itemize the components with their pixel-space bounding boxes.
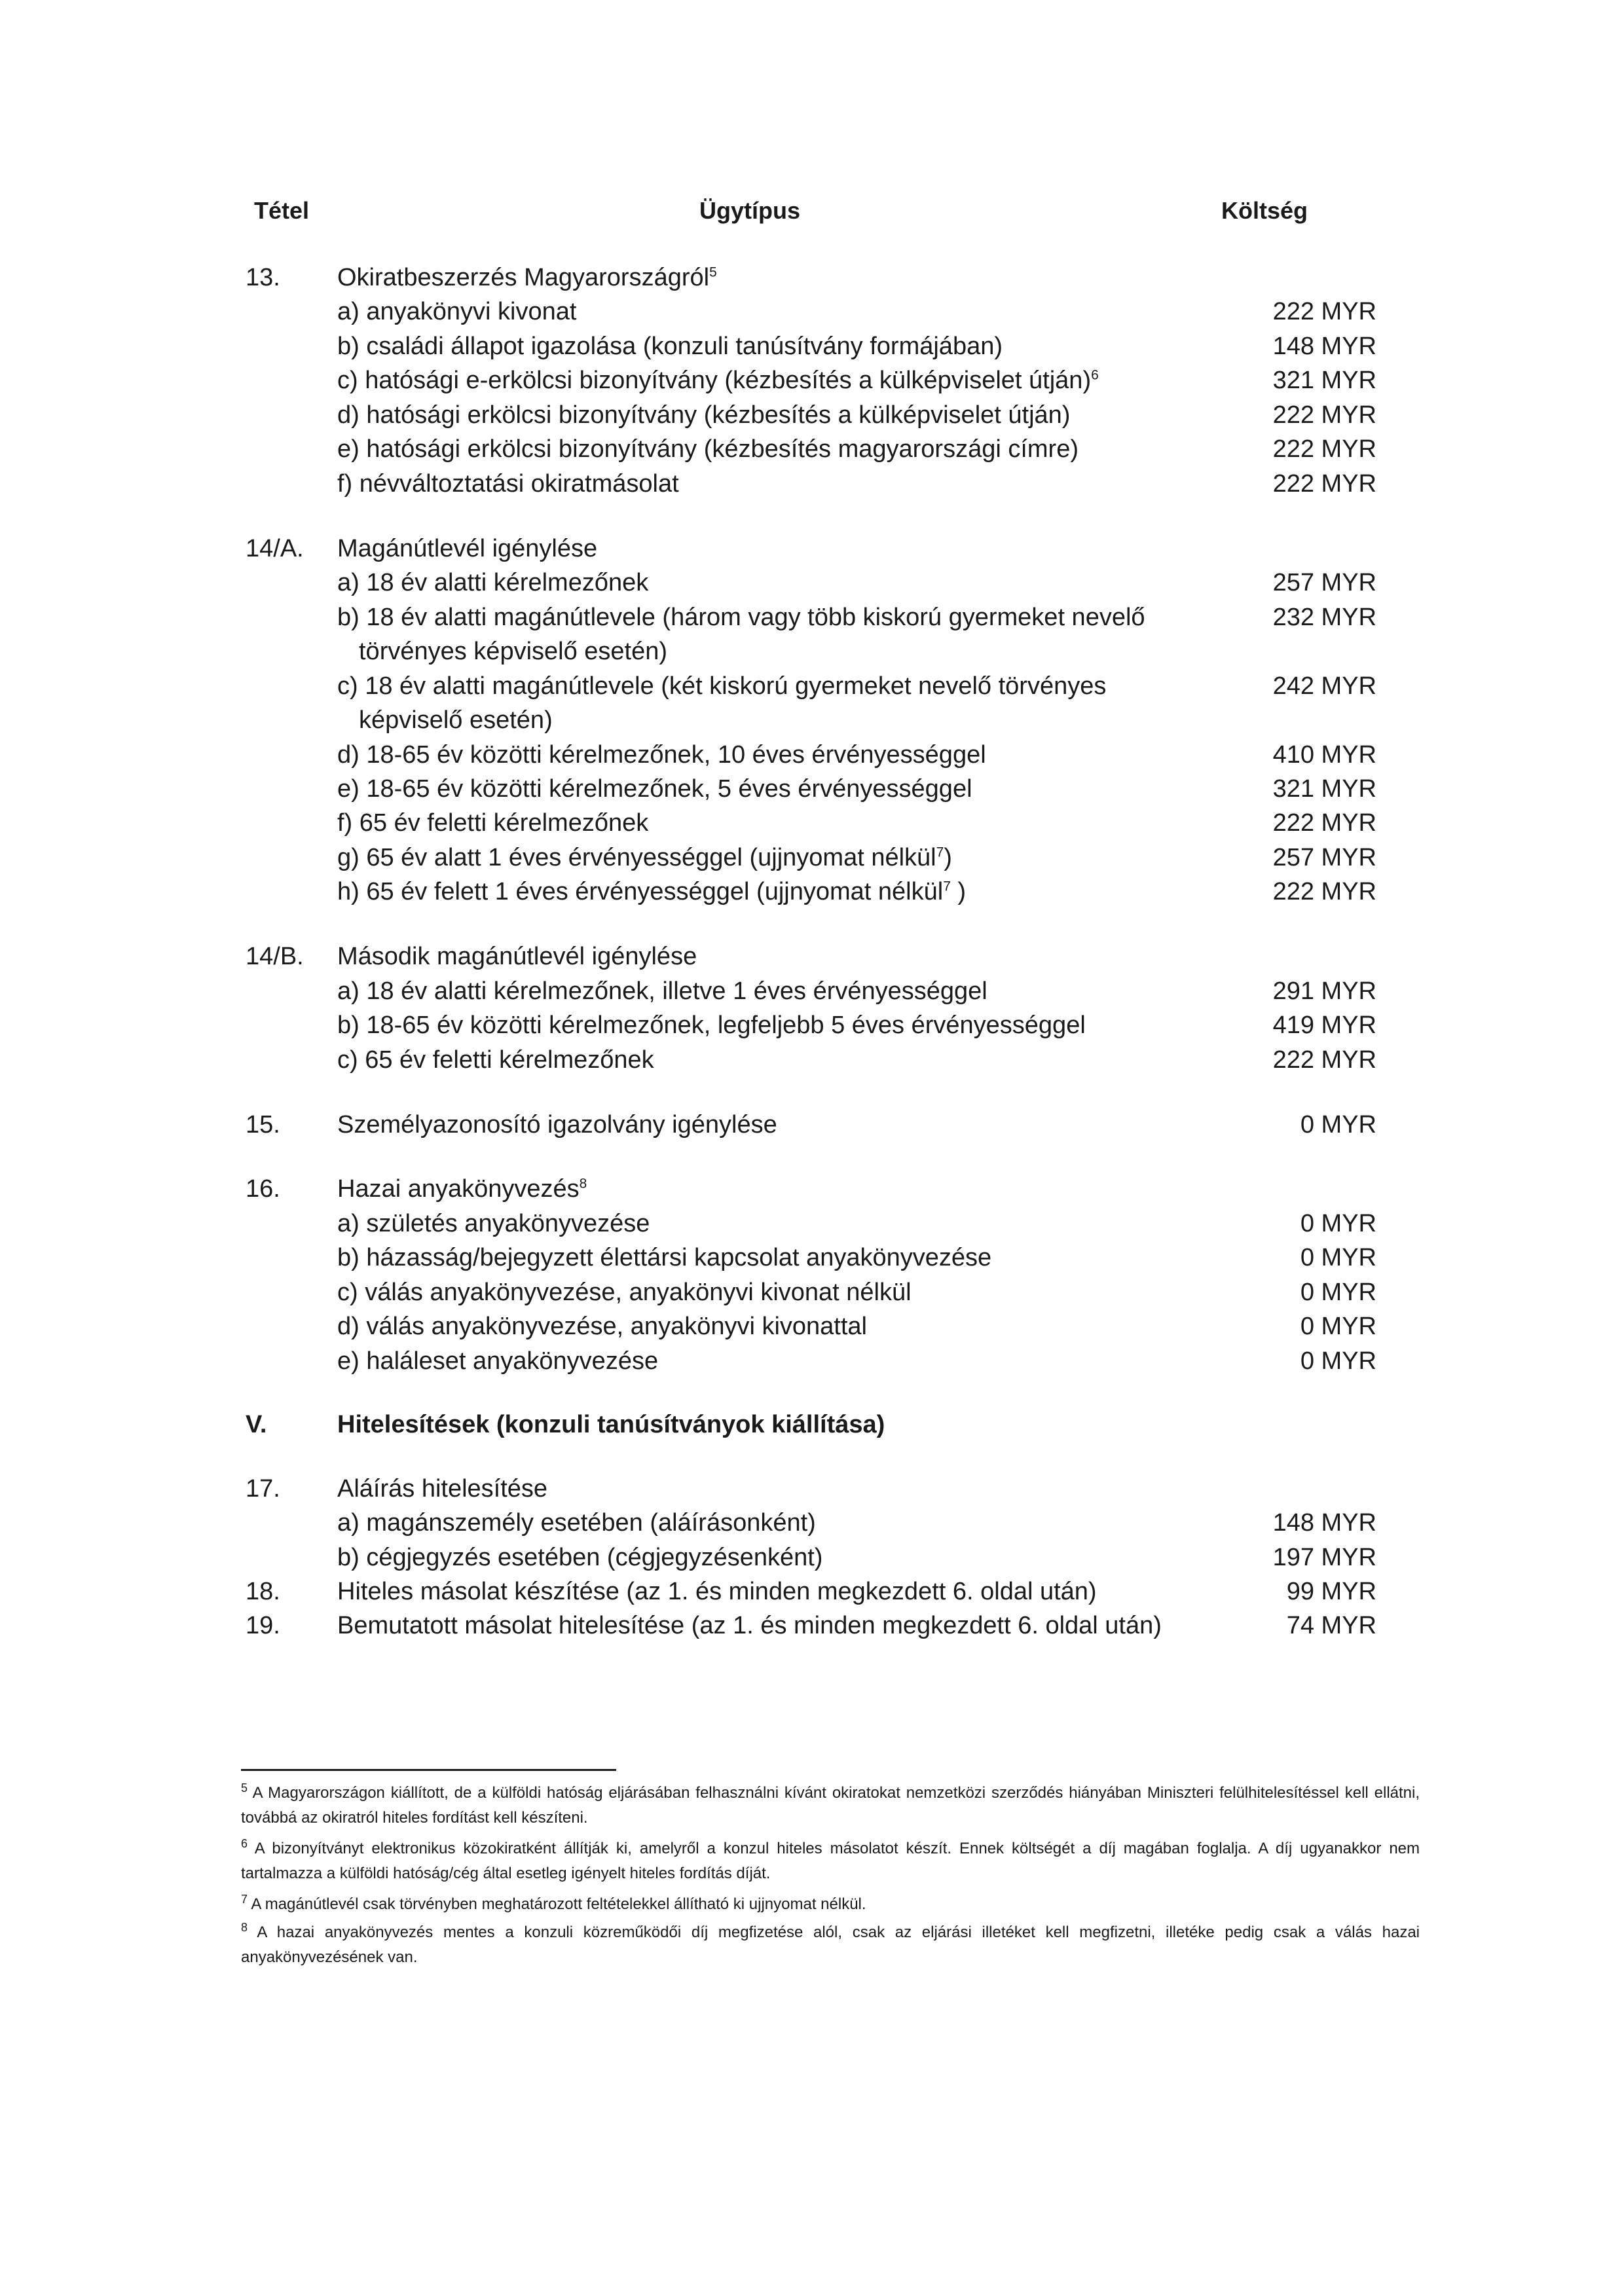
item-description: törvényes képviselő esetén)	[359, 638, 668, 665]
item-price: 222 MYR	[1272, 298, 1376, 325]
table-row	[0, 634, 1624, 668]
item-number: 19.	[246, 1612, 280, 1639]
table-row	[0, 1043, 1624, 1077]
item-price: 291 MYR	[1272, 977, 1376, 1005]
item-price: 99 MYR	[1286, 1578, 1376, 1605]
item-description: b) cégjegyzés esetében (cégjegyzésenként)	[337, 1544, 823, 1571]
item-price: 74 MYR	[1286, 1612, 1376, 1639]
table-row	[0, 1506, 1624, 1540]
item-description: Aláírás hitelesítése	[337, 1475, 548, 1503]
table-row	[0, 432, 1624, 466]
table-row	[0, 363, 1624, 397]
item-description: a) 18 év alatti kérelmezőnek	[337, 569, 649, 596]
table-row	[0, 1008, 1624, 1042]
item-description: e) haláleset anyakönyvezése	[337, 1347, 659, 1375]
item-description: Személyazonosító igazolvány igénylése	[337, 1111, 777, 1139]
item-description: b) 18-65 év közötti kérelmezőnek, legfeljebb 5 éves érvényességgel	[337, 1011, 1086, 1039]
table-row	[0, 738, 1624, 772]
table-row	[0, 974, 1624, 1008]
item-description: b) családi állapot igazolása (konzuli tanúsítvány formájában)	[337, 333, 1003, 360]
item-description: e) 18-65 év közötti kérelmezőnek, 5 éves érvényességgel	[337, 775, 972, 803]
item-description: Hazai anyakönyvezés$^8$	[337, 1175, 587, 1203]
footnote-ref: 6	[1091, 367, 1099, 383]
item-price: 321 MYR	[1272, 367, 1376, 394]
footnote-separator	[241, 1769, 616, 1771]
item-price: 419 MYR	[1272, 1011, 1376, 1039]
table-row	[0, 939, 1624, 974]
item-description: a) magánszemély esetében (aláírásonként)	[337, 1509, 816, 1537]
table-row	[0, 1540, 1624, 1575]
item-description: g) 65 év alatt 1 éves érvényességgel (ujjnyomat nélkül$^7$)	[337, 844, 952, 871]
footnote-ref: 8	[579, 1176, 587, 1192]
item-description: Hitelesítések (konzuli tanúsítványok kiállítása)	[337, 1411, 885, 1438]
item-description: Magánútlevél igénylése	[337, 535, 598, 562]
item-price: 0 MYR	[1300, 1347, 1376, 1375]
table-row	[0, 1609, 1624, 1643]
item-description: f) 65 év feletti kérelmezőnek	[337, 809, 649, 837]
item-number: 15.	[246, 1111, 280, 1139]
item-number: 18.	[246, 1578, 280, 1605]
table-row	[0, 669, 1624, 703]
item-description: c) válás anyakönyvezése, anyakönyvi kivonat nélkül	[337, 1279, 912, 1306]
table-row	[0, 566, 1624, 600]
column-header-koltseg: Költség	[1221, 197, 1308, 224]
item-description: Okiratbeszerzés Magyarországról$^5$	[337, 264, 717, 291]
item-price: 0 MYR	[1300, 1244, 1376, 1271]
footnote-ref: 7	[936, 845, 944, 860]
item-description: a) születés anyakönyvezése	[337, 1210, 650, 1237]
table-row	[0, 806, 1624, 840]
table-row	[0, 703, 1624, 737]
table-row	[0, 1275, 1624, 1309]
table-row	[0, 1241, 1624, 1275]
column-header-ugytipus: Ügytípus	[699, 197, 801, 224]
table-row	[0, 398, 1624, 432]
item-number: 14/B.	[246, 943, 304, 970]
item-number: 14/A.	[246, 535, 304, 562]
item-description: d) válás anyakönyvezése, anyakönyvi kivonattal	[337, 1313, 868, 1340]
table-row	[0, 1309, 1624, 1343]
item-price: 148 MYR	[1272, 333, 1376, 360]
item-price: 0 MYR	[1300, 1279, 1376, 1306]
footnote-6: $^6$ A bizonyítványt elektronikus közokiratként állítják ki, amelyről a konzul hiteles másolatot készít. Ennek költségét a díj magában foglalja. A díj ugyanakkor nem tartalmazza a külföldi hatóság/cég által esetleg igényelt hiteles fordítás díját.	[241, 1837, 1420, 1882]
item-number: 17.	[246, 1475, 280, 1503]
item-price: 410 MYR	[1272, 741, 1376, 769]
item-price: 0 MYR	[1300, 1111, 1376, 1139]
item-description: képviselő esetén)	[359, 706, 553, 734]
table-row	[0, 1575, 1624, 1609]
item-number: V.	[246, 1411, 267, 1438]
table-row	[0, 1408, 1624, 1442]
item-description: Hiteles másolat készítése (az 1. és minden megkezdett 6. oldal után)	[337, 1578, 1097, 1605]
table-row	[0, 532, 1624, 566]
item-description: Második magánútlevél igénylése	[337, 943, 697, 970]
item-price: 222 MYR	[1272, 435, 1376, 463]
table-row	[0, 841, 1624, 875]
item-description: d) 18-65 év közötti kérelmezőnek, 10 éves érvényességgel	[337, 741, 986, 769]
item-description: a) 18 év alatti kérelmezőnek, illetve 1 éves érvényességgel	[337, 977, 987, 1005]
item-price: 222 MYR	[1272, 809, 1376, 837]
column-header-tetel: Tétel	[254, 197, 310, 224]
table-row	[0, 295, 1624, 329]
item-price: 0 MYR	[1300, 1313, 1376, 1340]
item-number: 13.	[246, 264, 280, 291]
table-row	[0, 1344, 1624, 1378]
item-description: c) 18 év alatti magánútlevele (két kiskorú gyermeket nevelő törvényes	[337, 672, 1107, 700]
table-row	[0, 467, 1624, 501]
item-description: b) 18 év alatti magánútlevele (három vagy több kiskorú gyermeket nevelő	[337, 604, 1145, 631]
footnote-ref: 5	[709, 264, 717, 280]
item-price: 222 MYR	[1272, 470, 1376, 498]
footnote-ref: 7	[943, 879, 951, 894]
item-description: Bemutatott másolat hitelesítése (az 1. és minden megkezdett 6. oldal után)	[337, 1612, 1162, 1639]
item-description: h) 65 év felett 1 éves érvényességgel (ujjnyomat nélkül$^7$ )	[337, 878, 967, 905]
footnote-8: $^8$ A hazai anyakönyvezés mentes a konzuli közreműködői díj megfizetése alól, csak az eljárási illetéket kell megfizetni, illetéke pedig csak a válás hazai anyakönyvezésének van.	[241, 1921, 1420, 1966]
table-row	[0, 1472, 1624, 1506]
footnote-7: $^7$ A magánútlevél csak törvényben meghatározott feltételekkel állítható ki ujjnyomat nélkül.	[241, 1893, 866, 1913]
table-row	[0, 1207, 1624, 1241]
table-row	[0, 261, 1624, 295]
footnote-5: $^5$ A Magyarországon kiállított, de a külföldi hatóság eljárásában felhasználni kívánt okiratokat nemzetközi szerződés hiányában Miniszteri felülhitelesítéssel kell ellátni, továbbá az okiratról hiteles fordítást kell készíteni.	[241, 1781, 1420, 1827]
item-price: 148 MYR	[1272, 1509, 1376, 1537]
table-row	[0, 772, 1624, 806]
item-description: c) hatósági e-erkölcsi bizonyítvány (kézbesítés a külképviselet útján)$^6$	[337, 367, 1099, 394]
item-description: e) hatósági erkölcsi bizonyítvány (kézbesítés magyarországi címre)	[337, 435, 1079, 463]
item-price: 0 MYR	[1300, 1210, 1376, 1237]
item-description: a) anyakönyvi kivonat	[337, 298, 577, 325]
item-price: 321 MYR	[1272, 775, 1376, 803]
item-price: 232 MYR	[1272, 604, 1376, 631]
item-price: 222 MYR	[1272, 401, 1376, 429]
item-price: 257 MYR	[1272, 844, 1376, 871]
item-price: 222 MYR	[1272, 878, 1376, 905]
item-description: b) házasság/bejegyzett élettársi kapcsolat anyakönyvezése	[337, 1244, 992, 1271]
table-row	[0, 600, 1624, 634]
table-row	[0, 1108, 1624, 1142]
table-row	[0, 875, 1624, 909]
item-price: 257 MYR	[1272, 569, 1376, 596]
table-row	[0, 329, 1624, 363]
item-price: 242 MYR	[1272, 672, 1376, 700]
item-number: 16.	[246, 1175, 280, 1203]
item-description: f) névváltoztatási okiratmásolat	[337, 470, 679, 498]
item-description: d) hatósági erkölcsi bizonyítvány (kézbesítés a külképviselet útján)	[337, 401, 1071, 429]
item-description: c) 65 év feletti kérelmezőnek	[337, 1046, 654, 1074]
item-price: 222 MYR	[1272, 1046, 1376, 1074]
table-row	[0, 1172, 1624, 1206]
item-price: 197 MYR	[1272, 1544, 1376, 1571]
